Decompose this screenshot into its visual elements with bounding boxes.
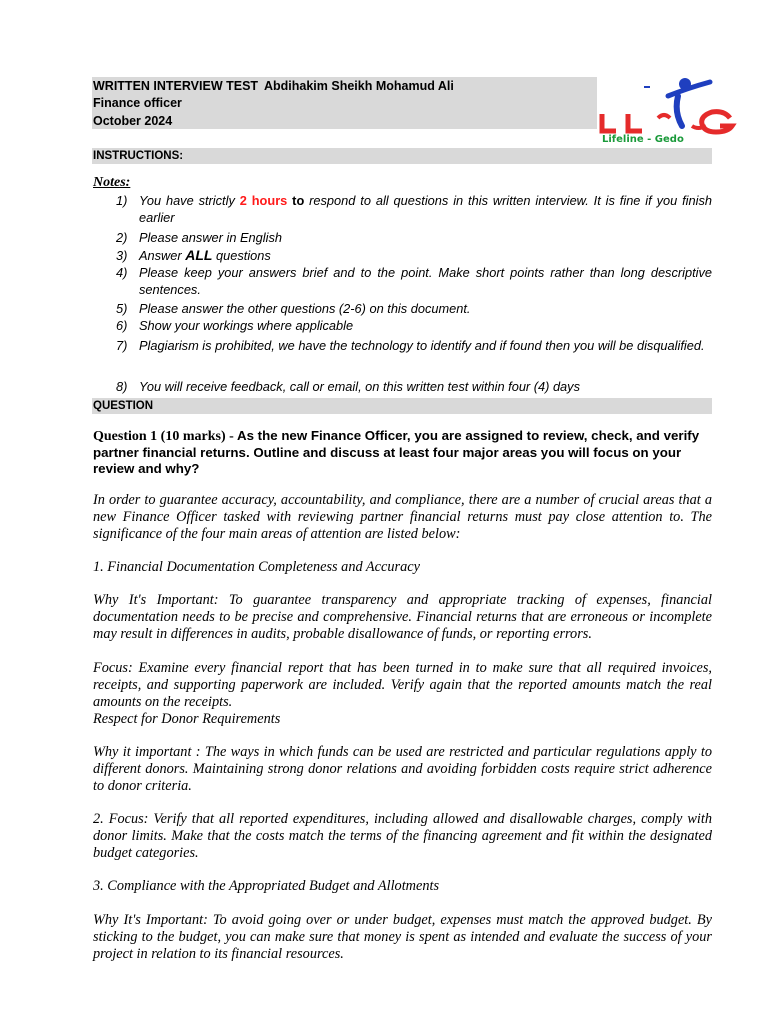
logo-caption: Lifeline - Gedo [602,134,684,144]
answer-heading-3: 3. Compliance with the Appropriated Budget and Allotments [93,878,440,894]
note-item [110,192,712,226]
note-text: Please answer in English [139,230,282,245]
note-item [110,300,712,317]
note-text: Answer [139,248,186,263]
note-bold: ALL [185,247,213,263]
note-number: 4) [116,265,128,280]
note-number: 3) [116,248,128,263]
question-1-lead: Question 1 (10 marks) - [93,429,234,444]
note-text: Plagiarism is prohibited, we have the technology to identify and if found then you will be disqualified. [139,338,705,353]
logo-dash [644,86,650,88]
note-item [110,247,712,264]
answer-paragraph: Why it important : The ways in which funds can be used are restricted and particular regulations apply to different donors. Maintaining strong donor relations and avoiding forbidden costs require strict adherence to donor criteria. [93,744,712,794]
answer-paragraph: Focus: Examine every financial report that has been turned in to make sure that all required invoices, receipts, and supporting paperwork are included. Verify again that the reported amounts match the real amounts on the receipts. [93,660,712,710]
note-number: 2) [116,230,128,245]
test-date: October 2024 [93,114,173,128]
note-number: 8) [116,379,128,394]
logo-figure-body [677,96,682,126]
note-number: 6) [116,318,128,333]
answer-paragraph: Why It's Important: To avoid going over or under budget, expenses must match the approved budget. By sticking to the budget, you can make sure that money is spent as intended and evaluate the success of your project in relation to its financial resources. [93,912,712,962]
note-text: Please keep your answers brief and to the point. Make short points rather than long descriptive sentences. [139,265,712,297]
logo-letter-l1 [602,114,616,131]
question-1-text: As the new Finance Officer, you are assigned to review, check, and verify partner financial returns. Outline and discuss at least four major areas you will focus on your review and why? [93,428,700,476]
question-heading: QUESTION [92,398,712,414]
note-text: You have strictly [139,193,240,208]
note-text: questions [212,248,271,263]
note-item [110,229,712,246]
note-number: 7) [116,338,128,353]
logo-accent [658,115,670,118]
test-title: WRITTEN INTERVIEW TEST [93,79,259,93]
note-text: You will receive feedback, call or email, on this written test within four (4) days [139,379,580,394]
note-item [110,317,712,334]
logo-letter-g [702,112,732,132]
answer-subheading: Respect for Donor Requirements [93,711,281,727]
logo-letter-l2 [628,114,642,131]
answer-paragraph: Why It's Important: To guarantee transparency and appropriate tracking of expenses, financial documentation needs to be precise and comprehensive. Financial returns that are erroneous or incomplete may result in differences in audits, probable disallowance of funds, or reporting errors. [93,592,712,642]
question-1 [93,428,712,477]
note-number: 5) [116,301,128,316]
role-title: Finance officer [93,96,182,110]
lifeline-gedo-logo [596,74,741,144]
instructions-heading: INSTRUCTIONS: [92,148,712,164]
candidate-name: Abdihakim Sheikh Mohamud Ali [264,79,454,93]
answer-heading-1: 1. Financial Documentation Completeness and Accuracy [93,559,420,575]
note-number: 1) [116,193,128,208]
notes-title: Notes: [93,175,131,190]
note-highlight: 2 hours [239,193,288,208]
answer-intro: In order to guarantee accuracy, accountability, and compliance, there are a number of crucial areas that a new Finance Officer tasked with reviewing partner financial returns must pay close attention to. The significance of the four main areas of attention are listed below: [93,492,712,542]
note-text: respond to all questions in this written interview. It is fine if you finish earlier [139,193,712,225]
note-text: Please answer the other questions (2-6) on this document. [139,301,471,316]
note-bold: to [287,193,305,208]
answer-paragraph: 2. Focus: Verify that all reported expenditures, including allowed and disallowable charges, comply with donor limits. Make that the costs match the terms of the financing agreement and fit within the designated budget categories. [93,811,712,861]
logo-figure-leg [692,126,706,128]
note-text: Show your workings where applicable [139,318,354,333]
note-item [110,378,712,395]
note-item [110,335,712,356]
note-item [110,264,712,298]
